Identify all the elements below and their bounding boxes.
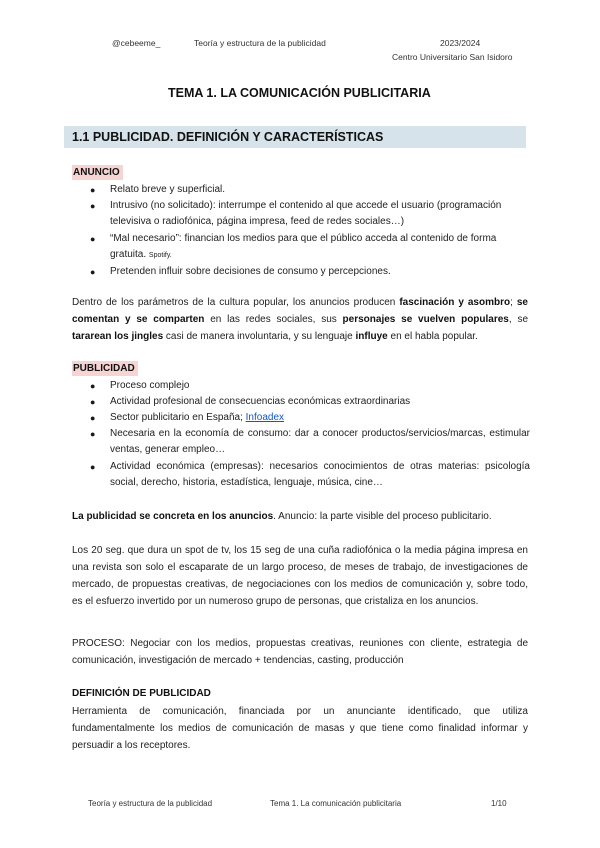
infoadex-link[interactable]: Infoadex bbox=[245, 412, 285, 423]
bullet-icon: ● bbox=[90, 429, 96, 439]
page-title: TEMA 1. LA COMUNICACIÓN PUBLICITARIA bbox=[168, 86, 431, 100]
bullet-icon: ● bbox=[90, 234, 96, 244]
section-title: 1.1 PUBLICIDAD. DEFINICIÓN Y CARACTERÍSTICAS bbox=[72, 130, 384, 144]
footer-topic: Tema 1. La comunicación publicitaria bbox=[270, 799, 402, 808]
bullet-icon: ● bbox=[90, 201, 96, 211]
publicidad-label: PUBLICIDAD bbox=[72, 363, 138, 374]
anuncio-label: ANUNCIO bbox=[72, 167, 123, 178]
bullet-icon: ● bbox=[90, 397, 96, 407]
definicion-label: DEFINICIÓN DE PUBLICIDAD bbox=[72, 688, 211, 699]
bullet-icon: ● bbox=[90, 381, 96, 391]
note-spotify: Spotify. bbox=[148, 252, 172, 259]
paragraph-proceso: PROCESO: Negociar con los medios, propuestas creativas, reuniones con cliente, estrategia de comunicación, investigación de mercado + tendencias, casting, producción bbox=[72, 638, 528, 666]
paragraph-cultura-popular: Dentro de los parámetros de la cultura popular, los anuncios producen fascinación y asombro; se comentan y se comparten en las redes sociales, sus personajes se vuelven populares, se tararean los jingles casi de manera involuntaria, y su lenguaje influye en el habla popular. bbox=[72, 297, 529, 342]
paragraph-spot: Los 20 seg. que dura un spot de tv, los 15 seg de una cuña radiofónica o la media página impresa en una revista son solo el escaparate de un largo proceso, de meses de trabajo, de investigaciones de mercado, de propuestas creativas, de negociaciones con los medios de comunicación y, sobre todo, es el esfuerzo invertido por un numeroso grupo de personas, que cristaliza en los anuncios. bbox=[72, 545, 528, 607]
bullet-icon: ● bbox=[90, 185, 96, 195]
bullet-icon: ● bbox=[90, 413, 96, 423]
header-author: @cebeeme_ bbox=[112, 38, 161, 48]
header-year: 2023/2024 bbox=[440, 38, 481, 48]
header-course: Teoría y estructura de la publicidad bbox=[194, 38, 326, 48]
footer-course: Teoría y estructura de la publicidad bbox=[88, 799, 213, 808]
header-school: Centro Universitario San Isidoro bbox=[392, 52, 513, 62]
footer-page-number: 1/10 bbox=[491, 799, 507, 808]
bullet-icon: ● bbox=[90, 267, 96, 277]
bullet-icon: ● bbox=[90, 462, 96, 472]
paragraph-definicion: Herramienta de comunicación, financiada por un anunciante identificado, que utiliza fundamentalmente los medios de comunicación de masas y que tiene como finalidad informar y persuadir a los receptores. bbox=[72, 706, 528, 751]
paragraph-concreta: La publicidad se concreta en los anuncios. Anuncio: la parte visible del proceso publicitario. bbox=[72, 511, 492, 522]
